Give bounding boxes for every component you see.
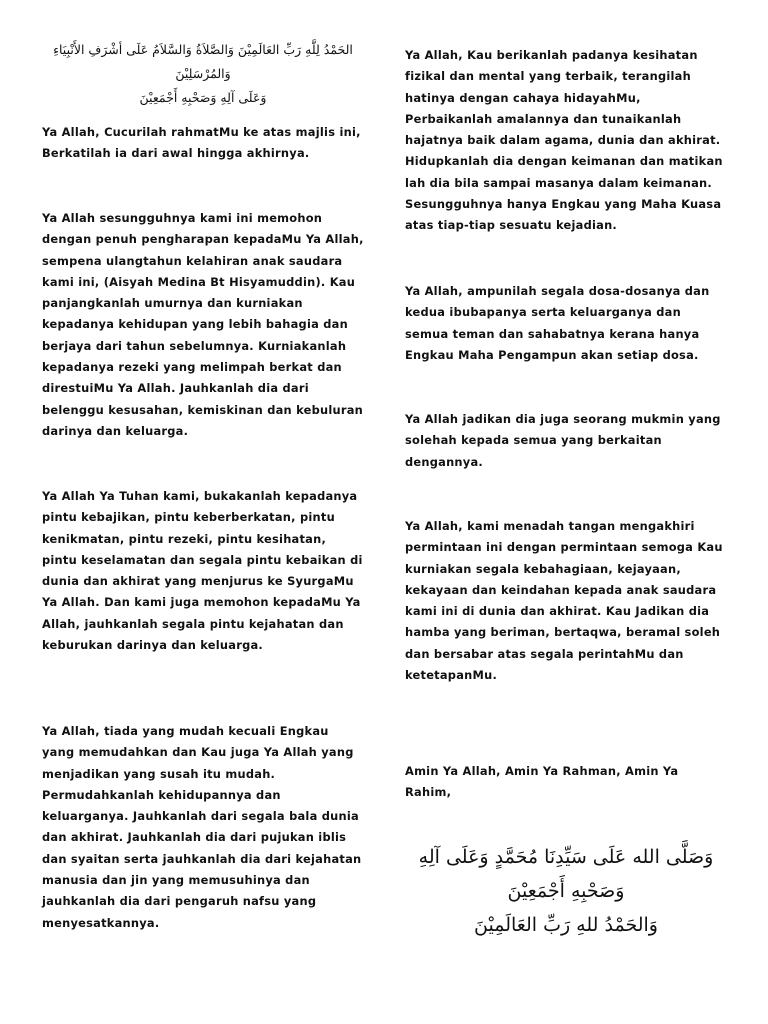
- amin-closing: Amin Ya Allah, Amin Ya Rahman, Amin Ya Rahim,: [405, 764, 679, 800]
- prayer-paragraph-3: Ya Allah Ya Tuhan kami, bukakanlah kepadanya pintu kebajikan, pintu keberberkatan, pintu kenikmatan, pintu rezeki, pintu kesihatan, pintu keselamatan dan segala pintu kebaikan di dunia dan akhirat yang menjurus ke SyurgaMu Ya Allah. Dan kami juga memohon kepadaMu Ya Allah, jauhkanlah segala pintu kejahatan dan keburukan darinya dan keluarga.: [42, 489, 363, 653]
- arabic-closing-line-1: وَصَلَّى الله عَلَى سَيِّدِنَا مُحَمَّدٍ وَعَلَى آلِهِ: [418, 846, 714, 868]
- prayer-paragraph-6: Ya Allah, ampunilah segala dosa-dosanya dan kedua ibubapanya serta keluarganya dan semua teman dan sahabatnya kerana hanya Engkau Maha Pengampun akan setiap dosa.: [405, 284, 710, 362]
- prayer-paragraph-7: Ya Allah jadikan dia juga seorang mukmin yang solehah kepada semua yang berkaitan dengannya.: [405, 412, 721, 469]
- arabic-closing-line-3: وَالحَمْدُ للهِ رَبِّ العَالَمِيْنَ: [474, 914, 658, 936]
- arabic-closing-prayer: [405, 840, 727, 942]
- arabic-opening-line-1: الحَمْدُ لِلَّهِ رَبِّ العَالَمِيْنَ وَالصَّلاَةُ وَالسَّلاَمُ عَلَى أشْرَفِ الأَنْبِيَاءِ: [53, 42, 353, 57]
- prayer-paragraph-1: Ya Allah, Cucurilah rahmatMu ke atas majlis ini, Berkatilah ia dari awal hingga akhirnya.: [42, 125, 361, 161]
- arabic-opening-prayer: [42, 38, 364, 110]
- arabic-opening-line-3: وَعَلَى آلِهِ وَصَحْبِهِ أَجْمَعِيْنَ: [139, 90, 267, 105]
- prayer-paragraph-8: Ya Allah, kami menadah tangan mengakhiri permintaan ini dengan permintaan semoga Kau kurniakan segala kebahagiaan, kejayaan, kekayaan dan keindahan kepada anak saudara kami ini di dunia dan akhirat. Kau Jadikan dia hamba yang beriman, bertaqwa, beramal soleh dan bersabar atas segala perintahMu dan ketetapanMu.: [405, 519, 723, 683]
- prayer-paragraph-2: Ya Allah sesungguhnya kami ini memohon dengan penuh pengharapan kepadaMu Ya Allah, sempena ulangtahun kelahiran anak saudara kami ini, (Aisyah Medina Bt Hisyamuddin). Kau panjangkanlah umurnya dan kurniakan kepadanya kehidupan yang lebih bahagia dan berjaya dari tahun sebelumnya. Kurniakanlah kepadanya rezeki yang melimpah berkat dan direstuiMu Ya Allah. Jauhkanlah dia dari belenggu kesusahan, kemiskinan dan kebuluran darinya dan keluarga.: [42, 211, 364, 438]
- prayer-paragraph-4: Ya Allah, tiada yang mudah kecuali Engkau yang memudahkan dan Kau juga Ya Allah yang menjadikan yang susah itu mudah. Permudahkanlah kehidupannya dan keluarganya. Jauhkanlah dari segala bala dunia dan akhirat. Jauhkanlah dia dari pujukan iblis dan syaitan serta jauhkanlah dia dari kejahatan manusia dan jin yang memusuhinya dan jauhkanlah dia dari pengaruh nafsu yang menyesatkannya.: [42, 724, 362, 930]
- arabic-closing-line-2: وَصَحْبِهِ أَجْمَعِيْنَ: [507, 880, 625, 902]
- arabic-opening-line-2: وَالمُرْسَلِيْنَ: [175, 66, 231, 81]
- prayer-paragraph-5: Ya Allah, Kau berikanlah padanya kesihatan fizikal dan mental yang terbaik, terangilah hatinya dengan cahaya hidayahMu, Perbaikanlah amalannya dan tunaikanlah hajatnya baik dalam agama, dunia dan akhirat. Hidupkanlah dia dengan keimanan dan matikan lah dia bila sampai masanya dalam keimanan. Sesungguhnya hanya Engkau yang Maha Kuasa atas tiap-tiap sesuatu kejadian.: [405, 48, 723, 233]
